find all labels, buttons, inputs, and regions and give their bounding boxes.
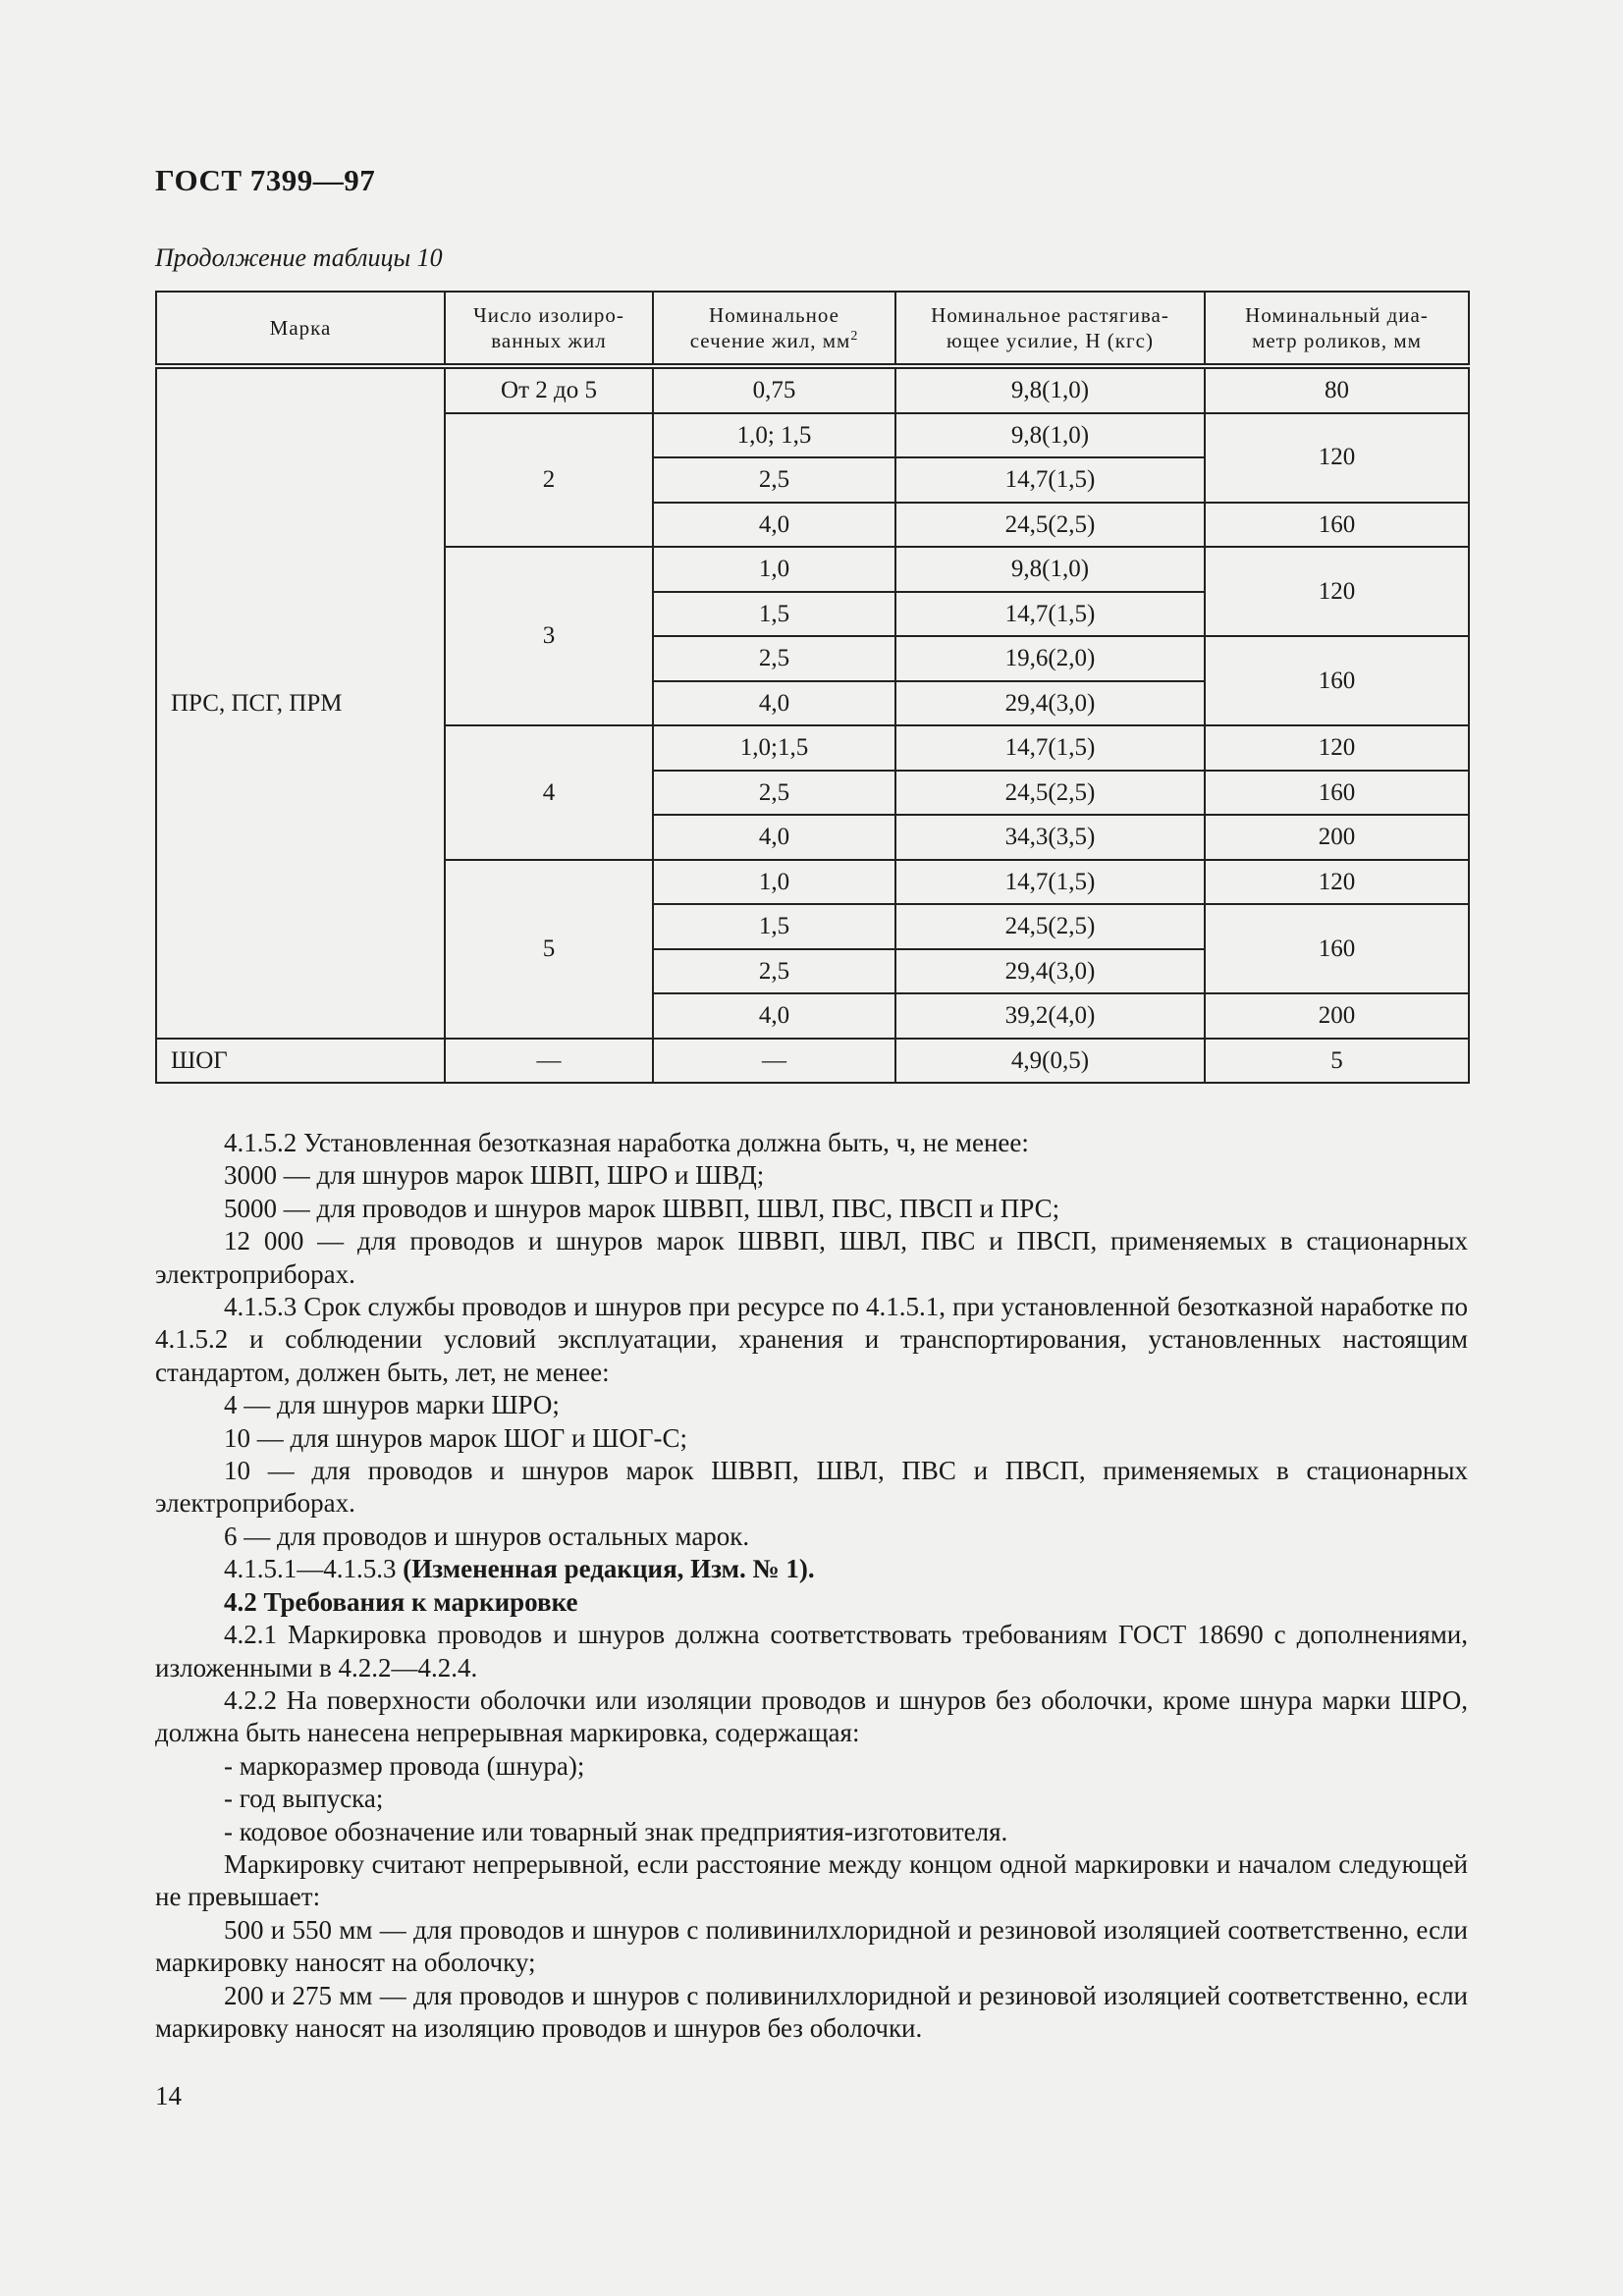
- cell-diameter: 160: [1205, 771, 1469, 816]
- paragraph: 10 — для проводов и шнуров марок ШВВП, ШВЛ, ПВС и ПВСП, применяемых в стационарных электроприборах.: [155, 1456, 1468, 1519]
- cell-cores: От 2 до 5: [445, 366, 653, 413]
- paragraph: 5000 — для проводов и шнуров марок ШВВП, ШВЛ, ПВС, ПВСП и ПРС;: [224, 1193, 1060, 1223]
- cell-force: 29,4(3,0): [895, 949, 1205, 994]
- amendment-note: (Измененная редакция, Изм. № 1).: [403, 1554, 815, 1584]
- cell-section: —: [653, 1039, 895, 1084]
- cell-diameter: 5: [1205, 1039, 1469, 1084]
- cell-force: 14,7(1,5): [895, 725, 1205, 771]
- paragraph: 12 000 — для проводов и шнуров марок ШВВП, ШВЛ, ПВС и ПВСП, применяемых в стационарных электроприборах.: [155, 1226, 1468, 1289]
- cell-diameter: 120: [1205, 860, 1469, 905]
- cell-section: 1,0;1,5: [653, 725, 895, 771]
- cell-force: 19,6(2,0): [895, 636, 1205, 681]
- paragraph: 4.1.5.2 Установленная безотказная наработка должна быть, ч, не менее:: [224, 1128, 1029, 1157]
- cell-diameter: 160: [1205, 636, 1469, 725]
- body-text: [155, 1127, 1468, 2045]
- cell-force: 9,8(1,0): [895, 366, 1205, 413]
- paragraph: 500 и 550 мм — для проводов и шнуров с поливинилхлоридной и резиновой изоляцией соответственно, если маркировку наносят на оболочку;: [155, 1914, 1468, 1978]
- document-id: ГОСТ 7399—97: [155, 163, 376, 197]
- col-header-mark: Марка: [156, 292, 445, 366]
- section-heading: 4.2 Требования к маркировке: [224, 1586, 578, 1617]
- spec-table: [155, 291, 1470, 1084]
- cell-section: 1,5: [653, 904, 895, 949]
- cell-cores: 5: [445, 860, 653, 1039]
- cell-section: 4,0: [653, 681, 895, 726]
- cell-force: 14,7(1,5): [895, 457, 1205, 503]
- cell-diameter: 120: [1205, 547, 1469, 636]
- cell-diameter: 80: [1205, 366, 1469, 413]
- cell-mark-prs: ПРС, ПСГ, ПРМ: [156, 366, 445, 1039]
- col-header-cores: Число изолиро- ванных жил: [445, 292, 653, 366]
- cell-force: 29,4(3,0): [895, 681, 1205, 726]
- page-number: 14: [155, 2081, 182, 2110]
- table-row: [156, 1039, 1469, 1084]
- paragraph: 4.2.2 На поверхности оболочки или изоляции проводов и шнуров без оболочки, кроме шнура марки ШРО, должна быть нанесена непрерывная маркировка, содержащая:: [155, 1684, 1468, 1748]
- cell-diameter: 200: [1205, 993, 1469, 1039]
- cell-section: 2,5: [653, 949, 895, 994]
- cell-force: 24,5(2,5): [895, 904, 1205, 949]
- cell-diameter: 120: [1205, 725, 1469, 771]
- paragraph: 3000 — для шнуров марок ШВП, ШРО и ШВД;: [224, 1160, 765, 1191]
- cell-force: 24,5(2,5): [895, 503, 1205, 548]
- cell-force: 34,3(3,5): [895, 815, 1205, 860]
- cell-diameter: 160: [1205, 904, 1469, 993]
- cell-diameter: 160: [1205, 503, 1469, 548]
- cell-section: 2,5: [653, 457, 895, 503]
- cell-force: 4,9(0,5): [895, 1039, 1205, 1084]
- paragraph: 4.2.1 Маркировка проводов и шнуров должна соответствовать требованиям ГОСТ 18690 с дополнениями, изложенными в 4.2.2—4.2.4.: [155, 1620, 1468, 1682]
- col-header-diameter: Номинальный диа- метр роликов, мм: [1205, 292, 1469, 366]
- cell-mark-shog: ШОГ: [156, 1039, 445, 1084]
- cell-force: 24,5(2,5): [895, 771, 1205, 816]
- col-header-force: Номинальное растягива- ющее усилие, Н (кгс): [895, 292, 1205, 366]
- cell-diameter: 120: [1205, 413, 1469, 503]
- cell-force: 9,8(1,0): [895, 547, 1205, 592]
- cell-section: 4,0: [653, 815, 895, 860]
- table-caption: Продолжение таблицы 10: [155, 243, 443, 272]
- cell-force: 9,8(1,0): [895, 413, 1205, 458]
- paragraph: 10 — для шнуров марок ШОГ и ШОГ-С;: [224, 1422, 688, 1453]
- cell-force: 14,7(1,5): [895, 592, 1205, 637]
- cell-section: 0,75: [653, 366, 895, 413]
- cell-cores: 4: [445, 725, 653, 860]
- paragraph: 4.1.5.3 Срок службы проводов и шнуров при ресурсе по 4.1.5.1, при установленной безотказной наработке по 4.1.5.2 и соблюдении условий эксплуатации, хранения и транспортирования, установленных настоящим стандартом, должен быть, лет, не менее:: [155, 1292, 1468, 1387]
- cell-force: 39,2(4,0): [895, 993, 1205, 1039]
- paragraph: 4 — для шнуров марки ШРО;: [224, 1390, 560, 1420]
- list-item: - кодовое обозначение или товарный знак предприятия-изготовителя.: [224, 1816, 1008, 1846]
- paragraph: 200 и 275 мм — для проводов и шнуров с поливинилхлоридной и резиновой изоляцией соответственно, если маркировку наносят на изоляцию проводов и шнуров без оболочки.: [155, 1980, 1468, 2043]
- cell-section: 4,0: [653, 503, 895, 548]
- paragraph: 6 — для проводов и шнуров остальных марок.: [224, 1521, 750, 1551]
- list-item: - год выпуска;: [224, 1784, 384, 1814]
- cell-diameter: 200: [1205, 815, 1469, 860]
- table-row: [156, 366, 1469, 413]
- paragraph: [155, 1553, 1468, 1585]
- col-header-section: Номинальное сечение жил, $мм^2$: [653, 292, 895, 366]
- cell-section: 2,5: [653, 636, 895, 681]
- cell-section: 1,0: [653, 547, 895, 592]
- cell-section: 1,0; 1,5: [653, 413, 895, 458]
- cell-section: 1,5: [653, 592, 895, 637]
- table-header-row: [156, 292, 1469, 366]
- clause-ref: 4.1.5.1—4.1.5.3: [224, 1554, 397, 1584]
- cell-section: 4,0: [653, 993, 895, 1039]
- cell-cores: —: [445, 1039, 653, 1084]
- list-item: - маркоразмер провода (шнура);: [224, 1750, 585, 1781]
- cell-section: 1,0: [653, 860, 895, 905]
- cell-cores: 2: [445, 413, 653, 548]
- cell-force: 14,7(1,5): [895, 860, 1205, 905]
- cell-section: 2,5: [653, 771, 895, 816]
- paragraph: Маркировку считают непрерывной, если расстояние между концом одной маркировки и началом следующей не превышает:: [155, 1848, 1468, 1912]
- cell-cores: 3: [445, 547, 653, 725]
